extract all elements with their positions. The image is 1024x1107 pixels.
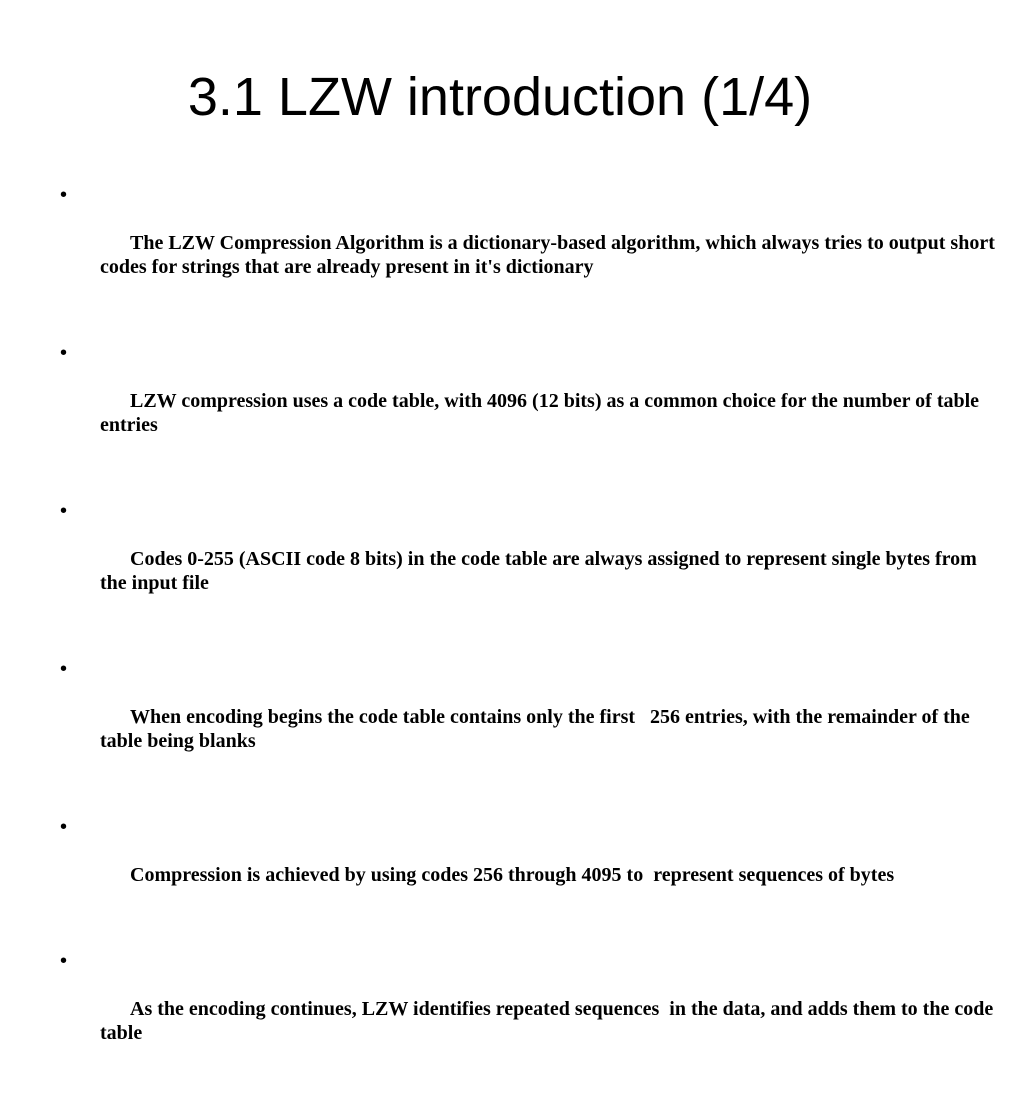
bullet-item — [60, 499, 1000, 619]
bullet-text: LZW compression uses a code table, with 4096 (12 bits) as a common choice for the number of table entries — [100, 390, 985, 436]
bullet-item — [60, 949, 1000, 1069]
bullet-text: Compression is achieved by using codes 256 through 4095 to represent sequences of bytes — [130, 864, 895, 886]
bullet-item — [60, 657, 1000, 777]
bullet-item — [60, 183, 1000, 303]
bullet-dot-icon: • — [60, 950, 68, 972]
bullet-item — [60, 341, 1000, 461]
slide-title: 3.1 LZW introduction (1/4) — [187, 67, 813, 127]
bullet-item — [60, 815, 1000, 911]
bullet-dot-icon: • — [60, 342, 68, 364]
bullet-text: As the encoding continues, LZW identifies repeated sequences in the data, and adds them to the code table — [100, 998, 999, 1044]
bullet-text: The LZW Compression Algorithm is a dictionary-based algorithm, which always tries to output short codes for strings that are already present in it's dictionary — [100, 232, 1000, 278]
bullet-text: When encoding begins the code table contains only the first 256 entries, with the remainder of the table being blanks — [100, 706, 975, 752]
bullet-list — [60, 183, 1000, 1107]
bullet-text: Codes 0-255 (ASCII code 8 bits) in the code table are always assigned to represent single bytes from the input file — [100, 548, 982, 594]
bullet-dot-icon: • — [60, 500, 68, 522]
bullet-dot-icon: • — [60, 184, 68, 206]
bullet-dot-icon: • — [60, 658, 68, 680]
bullet-dot-icon: • — [60, 816, 68, 838]
